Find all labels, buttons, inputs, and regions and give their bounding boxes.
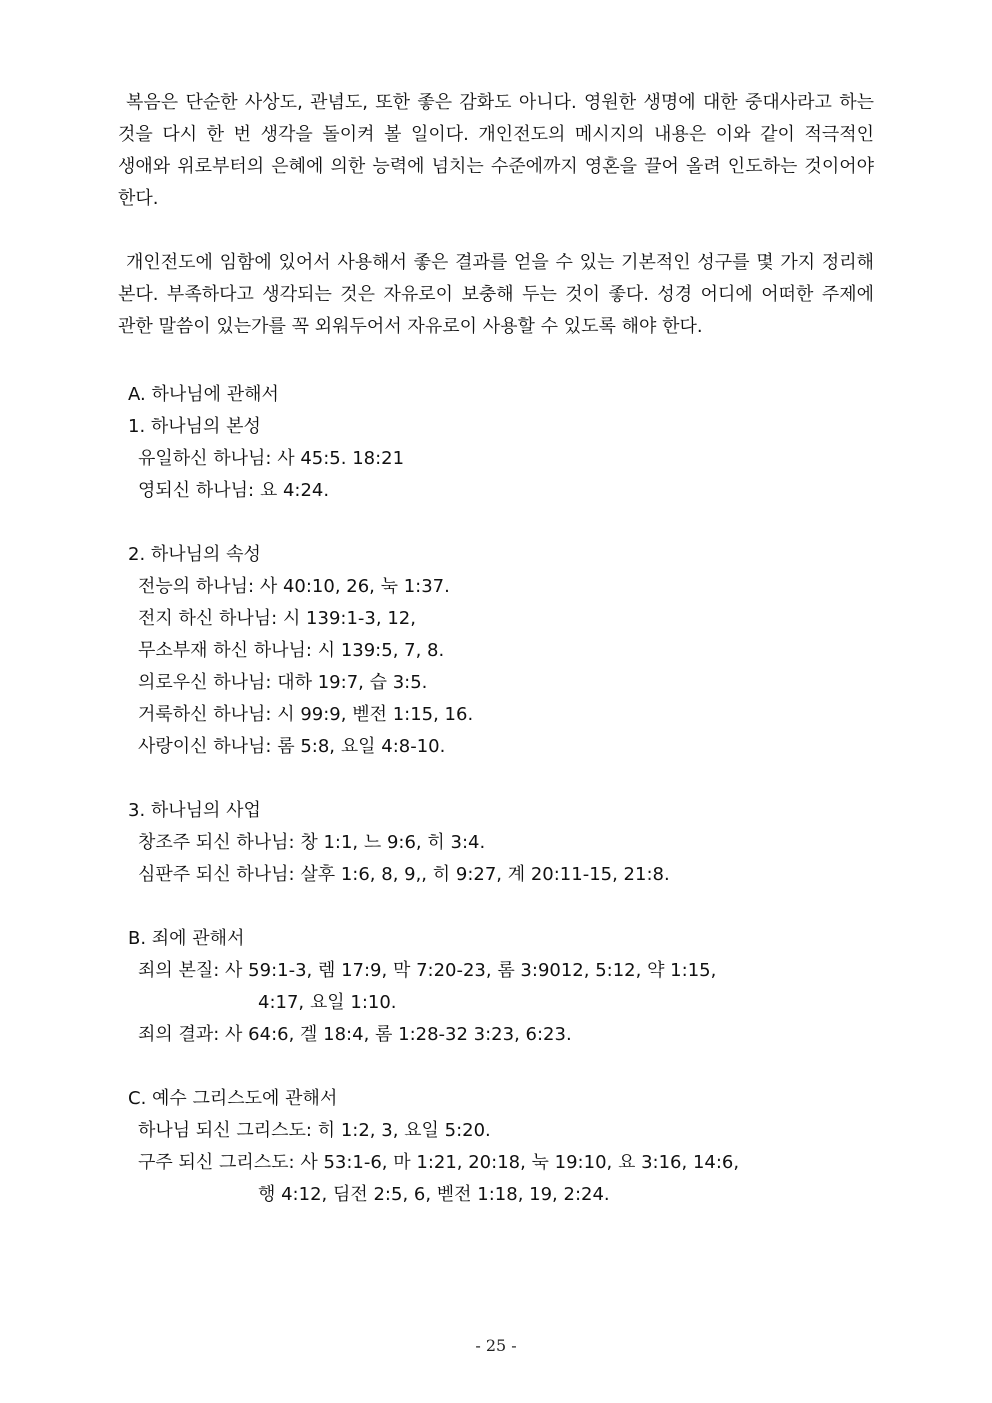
intro-paragraph-2: 개인전도에 임함에 있어서 사용해서 좋은 결과를 얻을 수 있는 기본적인 성구를 몇 가지 정리해 본다. 부족하다고 생각되는 것은 자유로이 보충해 두는 것이 좋다. 성경 어디에 어떠한 주제에 관한 말씀이 있는가를 꼭 외워두어서 자유로이 사용할 수 있도록 해야 한다. [118, 252, 874, 337]
verse-item: 하나님 되신 그리스도: 히 1:2, 3, 요일 5:20. [138, 1120, 491, 1141]
verse-item: 창조주 되신 하나님: 창 1:1, 느 9:6, 히 3:4. [138, 832, 486, 853]
section-heading-god: A. 하나님에 관해서 [128, 384, 279, 405]
document-page [118, 87, 874, 1211]
verse-item-continuation: 행 4:12, 딤전 2:5, 6, 벧전 1:18, 19, 2:24. [258, 1184, 610, 1205]
subsection-heading-attributes: 2. 하나님의 속성 [128, 544, 261, 565]
verse-item: 죄의 본질: 사 59:1-3, 렘 17:9, 막 7:20-23, 롬 3:9012, 5:12, 약 1:15, [138, 960, 717, 981]
page-number: - 25 - [475, 1336, 517, 1355]
spacer [118, 763, 874, 795]
verse-item: 무소부재 하신 하나님: 시 139:5, 7, 8. [138, 640, 445, 661]
spacer [118, 891, 874, 923]
verse-item: 영되신 하나님: 요 4:24. [138, 480, 330, 501]
intro-paragraph-1: 복음은 단순한 사상도, 관념도, 또한 좋은 감화도 아니다. 영원한 생명에 대한 중대사라고 하는 것을 다시 한 번 생각을 돌이켜 볼 일이다. 개인전도의 메시지의 내용은 이와 같이 적극적인 생애와 위로부터의 은혜에 의한 능력에 넘치는 수준에까지 영혼을 끌어 올려 인도하는 것이어야 한다. [118, 92, 874, 209]
spacer [118, 507, 874, 539]
subsection-heading-works: 3. 하나님의 사업 [128, 800, 261, 821]
section-sin [118, 923, 874, 1051]
section-christ [118, 1083, 874, 1211]
spacer [118, 1051, 874, 1083]
verse-item: 거룩하신 하나님: 시 99:9, 벧전 1:15, 16. [138, 704, 474, 725]
verse-item: 전능의 하나님: 사 40:10, 26, 눅 1:37. [138, 576, 450, 597]
verse-item: 심판주 되신 하나님: 살후 1:6, 8, 9,, 히 9:27, 계 20:11-15, 21:8. [138, 864, 670, 885]
section-god [118, 379, 874, 891]
verse-item: 의로우신 하나님: 대하 19:7, 습 3:5. [138, 672, 428, 693]
subsection-heading-nature: 1. 하나님의 본성 [128, 416, 261, 437]
verse-item: 구주 되신 그리스도: 사 53:1-6, 마 1:21, 20:18, 눅 19:10, 요 3:16, 14:6, [138, 1152, 740, 1173]
verse-item: 죄의 결과: 사 64:6, 겔 18:4, 롬 1:28-32 3:23, 6:23. [138, 1024, 572, 1045]
section-heading-christ: C. 예수 그리스도에 관해서 [128, 1088, 338, 1109]
verse-item: 전지 하신 하나님: 시 139:1-3, 12, [138, 608, 416, 629]
verse-item: 사랑이신 하나님: 롬 5:8, 요일 4:8-10. [138, 736, 446, 757]
verse-item: 유일하신 하나님: 사 45:5. 18:21 [138, 448, 405, 469]
verse-item-continuation: 4:17, 요일 1:10. [258, 992, 397, 1013]
section-heading-sin: B. 죄에 관해서 [128, 928, 245, 949]
